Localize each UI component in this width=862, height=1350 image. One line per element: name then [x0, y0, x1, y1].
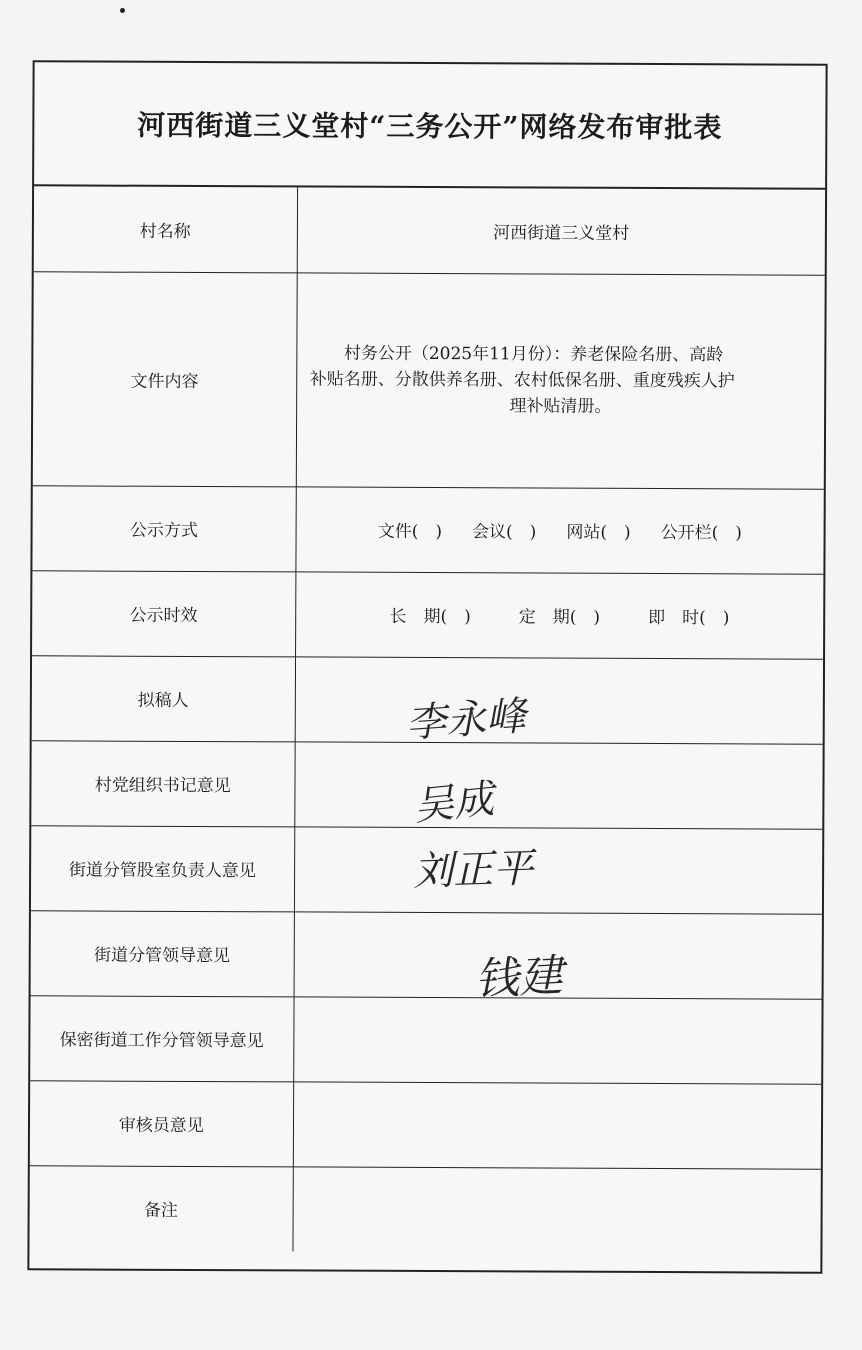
label-auditor: 审核员意见: [30, 1080, 293, 1166]
value-office-head[interactable]: [294, 826, 822, 913]
value-party-secretary[interactable]: [294, 741, 822, 828]
row-drafter: [32, 655, 823, 743]
publish-method-options: [297, 516, 823, 543]
ink-dot: [120, 8, 125, 13]
row-leader: [31, 910, 822, 998]
row-file-content: [33, 271, 825, 488]
label-leader: 街道分管领导意见: [31, 910, 294, 996]
value-file-content: [296, 272, 825, 488]
row-village-name: [34, 186, 825, 274]
label-publish-duration: 公示时效: [32, 570, 295, 656]
label-publish-method: 公示方式: [32, 485, 295, 571]
value-auditor[interactable]: [293, 1081, 821, 1168]
row-publish-method: [32, 485, 823, 573]
value-village-name: 河西街道三义堂村: [297, 187, 825, 274]
value-publish-duration: [295, 571, 823, 658]
form-title: 河西街道三义堂村“三务公开”网络发布审批表: [137, 108, 723, 145]
publish-duration-options: [297, 601, 823, 628]
value-publish-method: [295, 486, 823, 573]
title-row: [34, 62, 826, 189]
option-immediate[interactable]: 即 时( ): [648, 607, 730, 629]
value-remarks[interactable]: [292, 1166, 820, 1253]
value-leader[interactable]: [294, 911, 822, 1005]
form-table: [29, 186, 825, 1253]
option-periodic[interactable]: 定 期( ): [518, 607, 601, 628]
option-website[interactable]: 网站( ): [566, 522, 631, 543]
row-publish-duration: [32, 570, 823, 658]
option-file[interactable]: 文件( ): [377, 521, 443, 543]
file-content-text: [298, 340, 824, 420]
approval-form: [27, 60, 827, 1273]
label-file-content: 文件内容: [33, 271, 297, 486]
value-secrecy-leader[interactable]: [293, 996, 821, 1083]
row-remarks: [29, 1165, 820, 1253]
label-drafter: 拟稿人: [32, 655, 295, 741]
row-office-head: [31, 825, 822, 913]
file-content-line-3: 理补贴清册。: [509, 396, 612, 417]
label-party-secretary: 村党组织书记意见: [31, 740, 294, 826]
leader-signature: 钱建: [473, 949, 564, 1005]
label-village-name: 村名称: [34, 186, 297, 272]
row-party-secretary: [31, 740, 822, 828]
row-auditor: [30, 1080, 821, 1168]
value-drafter[interactable]: [295, 656, 823, 747]
label-office-head: 街道分管股室负责人意见: [31, 825, 294, 911]
file-content-line-2: 补贴名册、分散供养名册、农村低保名册、重度残疾人护: [309, 369, 735, 392]
office-head-signature: 刘正平: [412, 844, 534, 895]
option-notice-board[interactable]: 公开栏( ): [660, 523, 742, 544]
party-secretary-signature: 吴成: [411, 775, 496, 830]
file-content-line-1: 村务公开（2025年11月份）：养老保险名册、高龄: [343, 343, 724, 366]
label-remarks: 备注: [29, 1165, 292, 1251]
drafter-signature: 李永峰: [404, 692, 527, 747]
row-secrecy-leader: [30, 995, 821, 1083]
option-long-term[interactable]: 长 期( ): [389, 606, 471, 628]
option-meeting[interactable]: 会议( ): [472, 522, 537, 543]
label-secrecy-leader: 保密街道工作分管领导意见: [30, 995, 293, 1081]
